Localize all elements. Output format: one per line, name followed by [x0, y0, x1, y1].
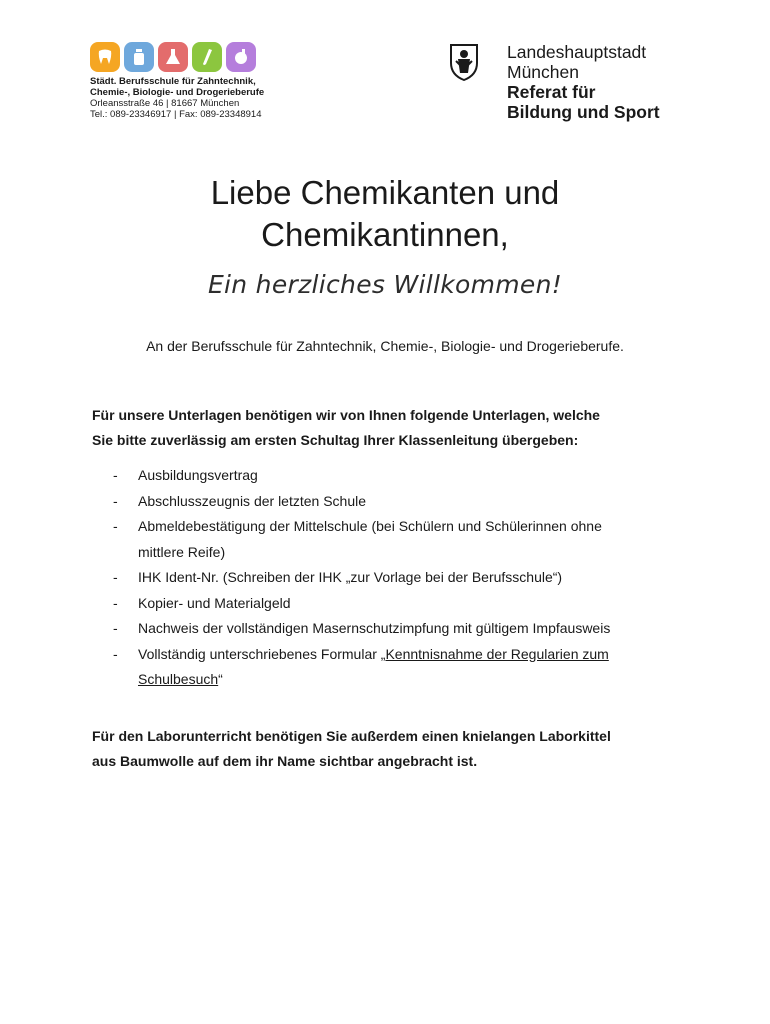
cosmetic-icon	[226, 42, 256, 72]
school-header	[90, 42, 290, 120]
requirements-list	[113, 463, 673, 693]
list-item: - Ausbildungsvertrag	[113, 463, 673, 489]
city-name-line1: Landeshauptstadt	[507, 42, 647, 62]
city-header	[449, 42, 660, 122]
school-address: Orleansstraße 46 | 81667 München	[90, 98, 240, 109]
city-name-line2: München	[507, 62, 579, 82]
page-title	[0, 172, 770, 256]
requirements-heading	[92, 403, 692, 453]
title-line2: Chemikantinnen,	[261, 216, 509, 253]
list-item: - Abschlusszeugnis der letzten Schule	[113, 489, 673, 515]
department-line1: Referat für	[507, 82, 596, 102]
link-text-part1: Kenntnisnahme der Regularien zum	[385, 645, 609, 662]
requirements-heading-line2: Sie bitte zuverlässig am ersten Schultag Ihrer Klassenleitung übergeben:	[92, 432, 579, 448]
lab-coat-note	[92, 724, 692, 774]
list-item: - Nachweis der vollständigen Masernschutzimpfung mit gültigem Impfausweis	[113, 616, 673, 642]
link-text-part2: Schulbesuch	[138, 671, 219, 687]
school-name-line1: Städt. Berufsschule für Zahntechnik,	[90, 76, 256, 87]
list-item	[113, 514, 673, 565]
department-line2: Bildung und Sport	[507, 102, 660, 122]
list-item-text: Abmeldebestätigung der Mittelschule (bei Schülern und Schülerinnen ohne	[138, 518, 602, 534]
list-item-text-cont: mittlere Reife)	[138, 543, 226, 560]
school-contact: Tel.: 089-23346917 | Fax: 089-23348914	[90, 109, 262, 120]
title-line1: Liebe Chemikanten und	[210, 174, 560, 211]
school-logo	[90, 42, 290, 72]
munich-crest-icon	[449, 43, 479, 81]
tooth-icon	[90, 42, 120, 72]
list-item-suffix: “	[218, 671, 223, 687]
intro-text: An der Berufsschule für Zahntechnik, Chemie-, Biologie- und Drogerieberufe.	[146, 338, 624, 354]
test-tube-icon	[192, 42, 222, 72]
list-item: - IHK Ident-Nr. (Schreiben der IHK „zur Vorlage bei der Berufsschule“)	[113, 565, 673, 591]
list-item	[113, 642, 673, 693]
flask-icon	[158, 42, 188, 72]
lab-coat-note-line2: aus Baumwolle auf dem ihr Name sichtbar angebracht ist.	[92, 753, 478, 769]
list-item-prefix: Vollständig unterschriebenes Formular „	[138, 645, 386, 662]
lab-coat-note-line1: Für den Laborunterricht benötigen Sie außerdem einen knielangen Laborkittel	[92, 728, 611, 744]
welcome-heading: Ein herzliches Willkommen!	[207, 270, 563, 299]
list-item: - Kopier- und Materialgeld	[113, 591, 673, 617]
requirements-heading-line1: Für unsere Unterlagen benötigen wir von Ihnen folgende Unterlagen, welche	[92, 407, 600, 423]
school-name-line2: Chemie-, Biologie- und Drogerieberufe	[90, 87, 265, 98]
bottle-icon	[124, 42, 154, 72]
